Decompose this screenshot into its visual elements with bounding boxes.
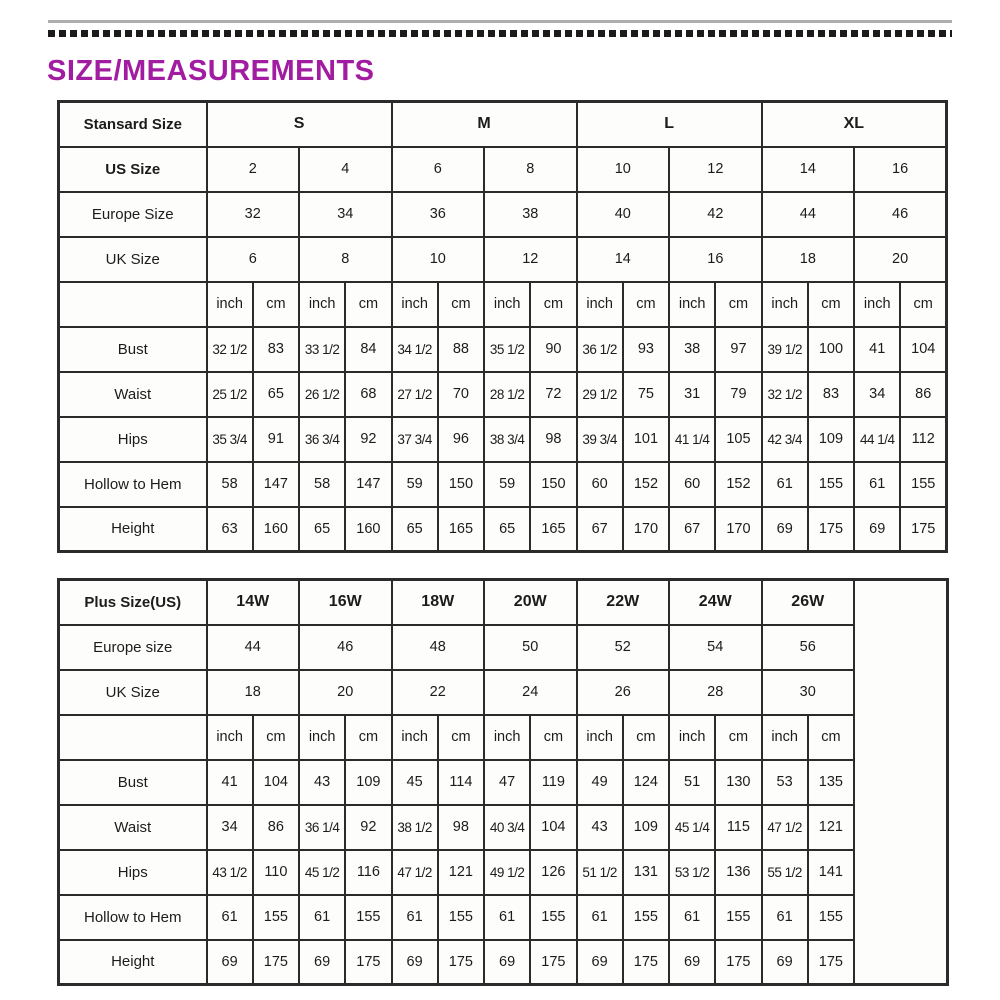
measurement-value-cell: 65 [299,507,345,552]
measurement-value-cell: 101 [623,417,669,462]
measurement-value-cell: 119 [530,760,576,805]
size-value-cell: 16 [854,147,947,192]
size-group-header: XL [762,102,947,147]
measurement-value-cell: 60 [577,462,623,507]
measurement-value-cell: 35 3/4 [207,417,253,462]
empty-corner-cell [59,715,207,760]
row-label: Hollow to Hem [59,895,207,940]
measurement-row [59,372,947,417]
measurement-value-cell: 68 [345,372,391,417]
measurement-value-cell: 175 [808,940,854,985]
size-value-cell: 44 [762,192,855,237]
size-value-cell: 46 [299,625,392,670]
measurement-value-cell: 155 [808,462,854,507]
measurement-value-cell: 79 [715,372,761,417]
measurement-value-cell: 27 1/2 [392,372,438,417]
size-group-header: 22W [577,580,670,625]
measurement-value-cell: 93 [623,327,669,372]
measurement-value-cell: 112 [900,417,946,462]
unit-cell: cm [623,282,669,327]
measurement-value-cell: 45 1/2 [299,850,345,895]
row-label: UK Size [59,670,207,715]
measurement-value-cell: 67 [577,507,623,552]
measurement-value-cell: 98 [438,805,484,850]
measurement-value-cell: 136 [715,850,761,895]
measurement-value-cell: 49 1/2 [484,850,530,895]
measurement-value-cell: 170 [623,507,669,552]
measurement-row [59,462,947,507]
unit-cell: inch [577,715,623,760]
unit-cell: cm [530,715,576,760]
size-value-cell: 30 [762,670,855,715]
measurement-value-cell: 69 [669,940,715,985]
size-group-header: M [392,102,577,147]
unit-cell: inch [299,282,345,327]
measurement-value-cell: 155 [438,895,484,940]
size-row [59,237,947,282]
size-value-cell: 14 [762,147,855,192]
size-value-cell: 20 [854,237,947,282]
measurement-value-cell: 69 [392,940,438,985]
unit-cell: inch [762,715,808,760]
measurement-row [59,940,948,985]
measurement-value-cell: 43 1/2 [207,850,253,895]
size-group-row [59,102,947,147]
measurement-value-cell: 43 [299,760,345,805]
measurement-value-cell: 61 [854,462,900,507]
size-row [59,625,948,670]
measurement-row [59,850,948,895]
top-gray-divider [48,20,952,23]
size-value-cell: 22 [392,670,485,715]
measurement-value-cell: 39 3/4 [577,417,623,462]
measurement-value-cell: 69 [854,507,900,552]
measurement-row [59,417,947,462]
size-value-cell: 6 [207,237,300,282]
measurement-row [59,895,948,940]
size-row [59,670,948,715]
measurement-value-cell: 165 [530,507,576,552]
measurement-value-cell: 165 [438,507,484,552]
row-label: Hips [59,850,207,895]
unit-cell: cm [715,715,761,760]
measurement-value-cell: 32 1/2 [207,327,253,372]
measurement-value-cell: 86 [900,372,946,417]
size-value-cell: 18 [762,237,855,282]
measurement-value-cell: 34 [207,805,253,850]
unit-row [59,282,947,327]
measurement-value-cell: 155 [345,895,391,940]
corner-label: Plus Size(US) [59,580,207,625]
measurement-value-cell: 84 [345,327,391,372]
size-group-header: S [207,102,392,147]
size-value-cell: 2 [207,147,300,192]
size-value-cell: 8 [484,147,577,192]
measurement-value-cell: 47 [484,760,530,805]
unit-cell: cm [438,282,484,327]
size-row [59,147,947,192]
size-value-cell: 4 [299,147,392,192]
measurement-value-cell: 130 [715,760,761,805]
measurement-value-cell: 38 3/4 [484,417,530,462]
unit-cell: inch [762,282,808,327]
measurement-value-cell: 155 [900,462,946,507]
size-value-cell: 50 [484,625,577,670]
measurement-value-cell: 28 1/2 [484,372,530,417]
size-group-header: 14W [207,580,300,625]
empty-right-cell [854,580,947,985]
measurement-value-cell: 44 1/4 [854,417,900,462]
row-label: Waist [59,805,207,850]
size-value-cell: 8 [299,237,392,282]
size-value-cell: 52 [577,625,670,670]
measurement-value-cell: 36 1/4 [299,805,345,850]
measurement-value-cell: 61 [484,895,530,940]
measurement-value-cell: 114 [438,760,484,805]
unit-cell: inch [299,715,345,760]
measurement-value-cell: 152 [623,462,669,507]
measurement-value-cell: 60 [669,462,715,507]
size-value-cell: 54 [669,625,762,670]
measurement-value-cell: 55 1/2 [762,850,808,895]
size-row [59,192,947,237]
size-value-cell: 34 [299,192,392,237]
size-value-cell: 14 [577,237,670,282]
measurement-row [59,507,947,552]
unit-cell: inch [392,282,438,327]
size-group-header: L [577,102,762,147]
measurement-row [59,760,948,805]
measurement-value-cell: 38 1/2 [392,805,438,850]
measurement-value-cell: 51 [669,760,715,805]
measurement-value-cell: 131 [623,850,669,895]
size-value-cell: 42 [669,192,762,237]
measurement-value-cell: 25 1/2 [207,372,253,417]
size-value-cell: 26 [577,670,670,715]
row-label: Hollow to Hem [59,462,207,507]
unit-cell: inch [207,282,253,327]
measurement-value-cell: 175 [900,507,946,552]
measurement-value-cell: 126 [530,850,576,895]
measurement-value-cell: 150 [530,462,576,507]
measurement-value-cell: 91 [253,417,299,462]
measurement-value-cell: 155 [808,895,854,940]
unit-cell: cm [715,282,761,327]
measurement-value-cell: 175 [808,507,854,552]
measurement-value-cell: 53 1/2 [669,850,715,895]
measurement-value-cell: 49 [577,760,623,805]
size-value-cell: 46 [854,192,947,237]
measurement-value-cell: 175 [438,940,484,985]
size-value-cell: 20 [299,670,392,715]
measurement-value-cell: 105 [715,417,761,462]
size-value-cell: 10 [577,147,670,192]
measurement-value-cell: 92 [345,805,391,850]
measurement-value-cell: 67 [669,507,715,552]
measurement-value-cell: 121 [438,850,484,895]
page-title: SIZE/MEASUREMENTS [47,55,375,87]
measurement-value-cell: 121 [808,805,854,850]
size-group-header: 20W [484,580,577,625]
measurement-value-cell: 175 [623,940,669,985]
measurement-value-cell: 34 1/2 [392,327,438,372]
measurement-value-cell: 160 [253,507,299,552]
measurement-value-cell: 29 1/2 [577,372,623,417]
unit-cell: cm [808,715,854,760]
measurement-value-cell: 51 1/2 [577,850,623,895]
measurement-value-cell: 175 [345,940,391,985]
measurement-value-cell: 115 [715,805,761,850]
measurement-value-cell: 155 [530,895,576,940]
measurement-value-cell: 65 [392,507,438,552]
unit-cell: cm [808,282,854,327]
size-group-header: 24W [669,580,762,625]
measurement-value-cell: 41 [854,327,900,372]
measurement-value-cell: 61 [392,895,438,940]
measurement-value-cell: 109 [623,805,669,850]
measurement-value-cell: 69 [762,507,808,552]
measurement-value-cell: 38 [669,327,715,372]
row-label: Height [59,940,207,985]
plus-size-table [57,578,949,986]
standard-size-table [57,100,948,553]
measurement-value-cell: 59 [484,462,530,507]
measurement-value-cell: 40 3/4 [484,805,530,850]
row-label: Waist [59,372,207,417]
measurement-value-cell: 70 [438,372,484,417]
measurement-value-cell: 110 [253,850,299,895]
unit-row [59,715,948,760]
row-label: Hips [59,417,207,462]
measurement-value-cell: 61 [669,895,715,940]
size-value-cell: 56 [762,625,855,670]
row-label: Europe size [59,625,207,670]
measurement-value-cell: 109 [345,760,391,805]
measurement-value-cell: 160 [345,507,391,552]
measurement-value-cell: 65 [253,372,299,417]
measurement-value-cell: 175 [253,940,299,985]
size-value-cell: 18 [207,670,300,715]
measurement-row [59,805,948,850]
unit-cell: inch [392,715,438,760]
measurement-value-cell: 104 [530,805,576,850]
measurement-value-cell: 61 [207,895,253,940]
measurement-value-cell: 75 [623,372,669,417]
top-dotted-divider [48,30,952,37]
measurement-value-cell: 41 1/4 [669,417,715,462]
measurement-value-cell: 175 [715,940,761,985]
measurement-value-cell: 41 [207,760,253,805]
measurement-value-cell: 59 [392,462,438,507]
measurement-value-cell: 61 [762,895,808,940]
measurement-value-cell: 155 [715,895,761,940]
measurement-row [59,327,947,372]
size-group-header: 16W [299,580,392,625]
measurement-value-cell: 33 1/2 [299,327,345,372]
measurement-value-cell: 58 [207,462,253,507]
measurement-value-cell: 104 [900,327,946,372]
size-value-cell: 24 [484,670,577,715]
measurement-value-cell: 83 [808,372,854,417]
measurement-value-cell: 175 [530,940,576,985]
measurement-value-cell: 116 [345,850,391,895]
measurement-value-cell: 34 [854,372,900,417]
measurement-value-cell: 69 [762,940,808,985]
size-value-cell: 6 [392,147,485,192]
size-value-cell: 12 [669,147,762,192]
unit-cell: inch [207,715,253,760]
measurement-value-cell: 109 [808,417,854,462]
measurement-value-cell: 92 [345,417,391,462]
measurement-value-cell: 135 [808,760,854,805]
unit-cell: inch [577,282,623,327]
measurement-value-cell: 45 [392,760,438,805]
measurement-value-cell: 88 [438,327,484,372]
measurement-value-cell: 90 [530,327,576,372]
measurement-value-cell: 83 [253,327,299,372]
size-value-cell: 28 [669,670,762,715]
corner-label: Stansard Size [59,102,207,147]
row-label: Bust [59,760,207,805]
unit-cell: cm [253,282,299,327]
measurement-value-cell: 53 [762,760,808,805]
measurement-value-cell: 61 [577,895,623,940]
measurement-value-cell: 152 [715,462,761,507]
unit-cell: cm [345,715,391,760]
measurement-value-cell: 69 [207,940,253,985]
measurement-value-cell: 147 [345,462,391,507]
measurement-value-cell: 150 [438,462,484,507]
measurement-value-cell: 141 [808,850,854,895]
row-label: Europe Size [59,192,207,237]
measurement-value-cell: 96 [438,417,484,462]
unit-cell: inch [484,715,530,760]
measurement-value-cell: 170 [715,507,761,552]
size-value-cell: 32 [207,192,300,237]
size-group-header: 18W [392,580,485,625]
unit-cell: cm [253,715,299,760]
unit-cell: cm [900,282,946,327]
size-value-cell: 44 [207,625,300,670]
measurement-value-cell: 155 [253,895,299,940]
size-group-row [59,580,948,625]
measurement-value-cell: 47 1/2 [392,850,438,895]
unit-cell: inch [484,282,530,327]
unit-cell: cm [438,715,484,760]
size-value-cell: 10 [392,237,485,282]
measurement-value-cell: 58 [299,462,345,507]
measurement-value-cell: 98 [530,417,576,462]
measurement-value-cell: 69 [577,940,623,985]
measurement-value-cell: 35 1/2 [484,327,530,372]
unit-cell: inch [854,282,900,327]
size-value-cell: 40 [577,192,670,237]
measurement-value-cell: 124 [623,760,669,805]
measurement-value-cell: 47 1/2 [762,805,808,850]
measurement-value-cell: 63 [207,507,253,552]
measurement-value-cell: 36 3/4 [299,417,345,462]
unit-cell: cm [345,282,391,327]
measurement-value-cell: 32 1/2 [762,372,808,417]
measurement-value-cell: 39 1/2 [762,327,808,372]
measurement-value-cell: 69 [484,940,530,985]
row-label: UK Size [59,237,207,282]
size-value-cell: 48 [392,625,485,670]
size-value-cell: 38 [484,192,577,237]
unit-cell: cm [623,715,669,760]
size-value-cell: 16 [669,237,762,282]
size-value-cell: 36 [392,192,485,237]
measurement-value-cell: 42 3/4 [762,417,808,462]
measurement-value-cell: 36 1/2 [577,327,623,372]
measurement-value-cell: 100 [808,327,854,372]
measurement-value-cell: 97 [715,327,761,372]
measurement-value-cell: 104 [253,760,299,805]
measurement-value-cell: 31 [669,372,715,417]
measurement-value-cell: 45 1/4 [669,805,715,850]
measurement-value-cell: 69 [299,940,345,985]
measurement-value-cell: 86 [253,805,299,850]
measurement-value-cell: 61 [762,462,808,507]
unit-cell: inch [669,282,715,327]
measurement-value-cell: 147 [253,462,299,507]
unit-cell: inch [669,715,715,760]
measurement-value-cell: 26 1/2 [299,372,345,417]
row-label: US Size [59,147,207,192]
measurement-value-cell: 61 [299,895,345,940]
empty-corner-cell [59,282,207,327]
measurement-value-cell: 65 [484,507,530,552]
size-value-cell: 12 [484,237,577,282]
measurement-value-cell: 155 [623,895,669,940]
row-label: Height [59,507,207,552]
size-group-header: 26W [762,580,855,625]
row-label: Bust [59,327,207,372]
measurement-value-cell: 37 3/4 [392,417,438,462]
measurement-value-cell: 72 [530,372,576,417]
measurement-value-cell: 43 [577,805,623,850]
unit-cell: cm [530,282,576,327]
